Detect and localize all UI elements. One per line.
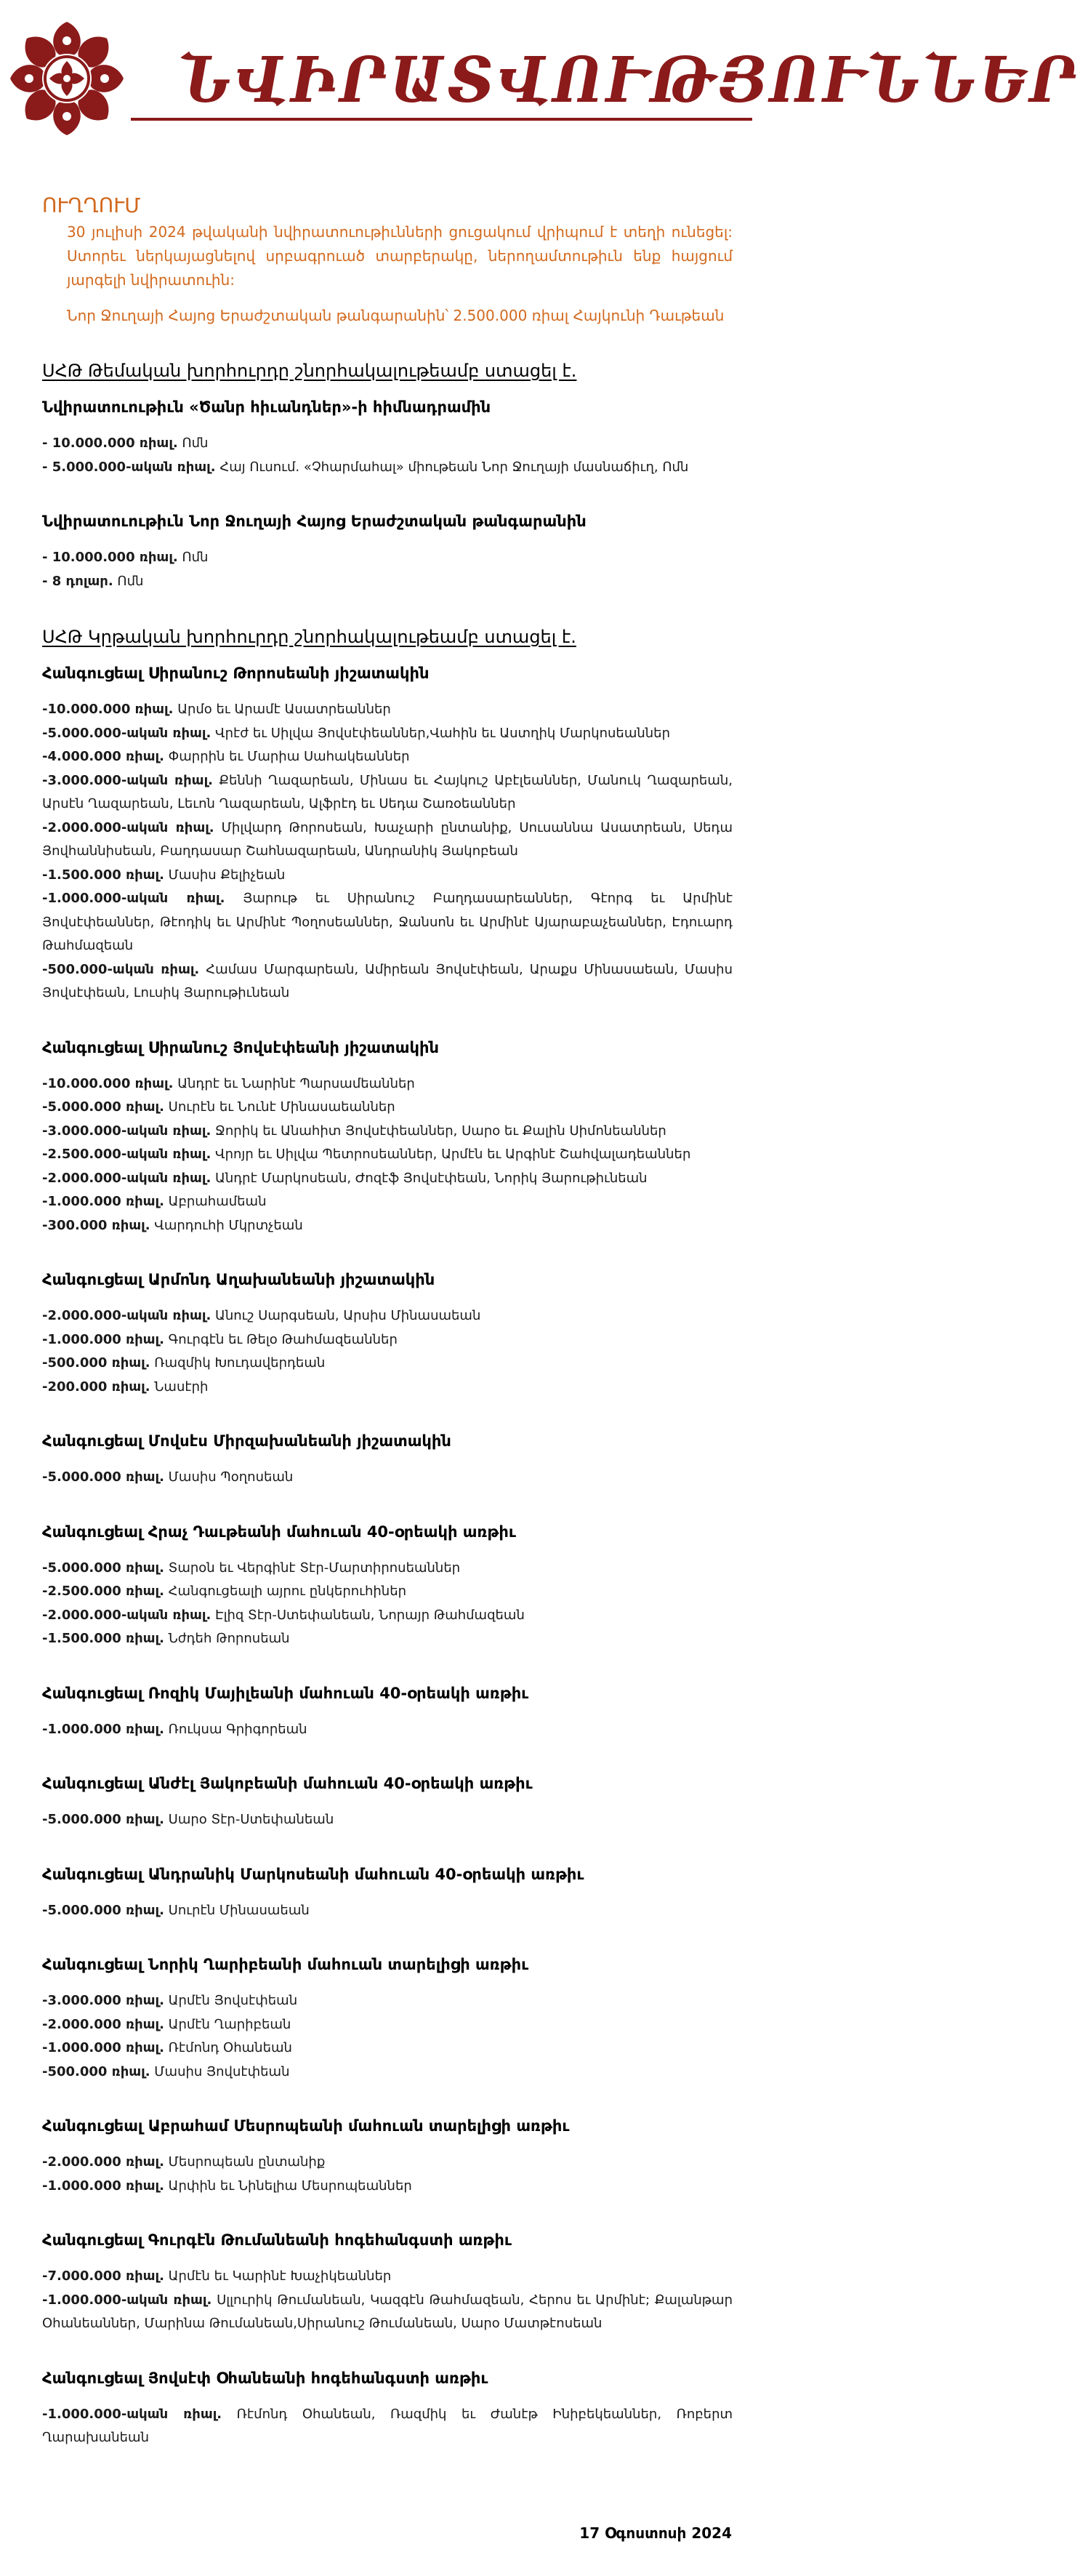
donation-amount: -2.000.000-ական ռիալ. (42, 1607, 211, 1623)
donation-amount: -2.000.000-ական ռիալ. (42, 1308, 211, 1323)
fund-block (42, 1956, 733, 2084)
donation-entry (42, 2175, 733, 2199)
correction-highlight: Նոր Ջուղայի Հայոց Երաժշտական թանգարանին՝ 2.500.000 ռիալ Հայկունի Դաւթեան (67, 307, 725, 324)
fund-block (42, 1039, 733, 1238)
donor-names: Ռուկսա Գրիգորեան (164, 1721, 307, 1737)
publication-date: 17 Օգոստոսի 2024 (579, 2524, 732, 2542)
fund-block (42, 1866, 733, 1923)
fund-title: Նվիրատուութիւն «Ծանր հիւանդներ»-ի հիմնադրամին (42, 398, 491, 416)
donation-entry (42, 432, 733, 456)
donation-entry (42, 1627, 733, 1651)
donations-content (42, 361, 733, 2484)
donation-amount: - 5.000.000-ական ռիալ. (42, 459, 216, 475)
fund-block (42, 665, 733, 1006)
donation-amount: -2.000.000 ռիալ. (42, 2154, 164, 2170)
fund-block (42, 1432, 733, 1490)
donation-amount: -7.000.000 ռիալ. (42, 2268, 164, 2284)
fund-title: Հանգուցեալ Սիրանուշ Յովսէփեանի յիշատակին (42, 1038, 439, 1056)
donor-names: Գուրգէն եւ Թելօ Թահմազեաններ (164, 1331, 398, 1347)
donation-amount: -1.000.000 ռիալ. (42, 2040, 164, 2055)
ornament-logo-icon (4, 16, 129, 141)
donor-names: Մեսրոպեան ընտանիք (164, 2154, 326, 2170)
donation-amount: -300.000 ռիալ. (42, 1217, 150, 1233)
donor-names: Սարօ Տէր-Ստեփանեան (164, 1812, 334, 1827)
fund-block (42, 1271, 733, 1399)
donation-amount: -3.000.000 ռիալ. (42, 1993, 164, 2008)
donation-entry (42, 1580, 733, 1604)
fund-title: Հանգուցեալ Աբրահամ Մեսրոպեանի մահուան տարելիցի առթիւ (42, 2117, 570, 2135)
fund-block (42, 1685, 733, 1742)
donor-names: Էլիզ Տէր-Ստեփանեան, Նորայր Թահմազեան (211, 1607, 525, 1623)
donation-amount: - 10.000.000 ռիալ. (42, 550, 178, 565)
donor-names: Քեննի Ղազարեան, Մինաս եւ Հայկուշ Աբէլեաններ, Մանուկ Ղազարեան, Արսէն Ղազարեան, Լեւոն Ղազարեան, Ալֆրէդ եւ Սեդա Շառօեաններ (42, 772, 733, 811)
donation-entry (42, 722, 733, 746)
fund-title: Հանգուցեալ Գուրգէն Թումանեանի հոգեհանգստի առթիւ (42, 2231, 512, 2249)
donation-amount: -2.000.000-ական ռիալ. (42, 819, 214, 835)
donation-amount: -1.000.000 ռիալ. (42, 1721, 164, 1737)
section-heading: ՍՀԹ Կրթական խորհուրդը շնորհակալութեամբ ստացել է. (42, 627, 576, 647)
fund-block (42, 1775, 733, 1832)
donation-entry (42, 1328, 733, 1352)
donation-amount: -1.000.000-ական ռիալ. (42, 2292, 212, 2308)
donation-amount: -5.000.000 ռիալ. (42, 1902, 164, 1918)
donation-amount: -10.000.000 ռիալ. (42, 702, 174, 717)
donation-amount: -2.000.000 ռիալ. (42, 2016, 164, 2032)
donation-entry (42, 1143, 733, 1167)
donation-entry (42, 1214, 733, 1238)
donation-entry (42, 958, 733, 1006)
donation-amount: -500.000 ռիալ. (42, 2063, 150, 2079)
donor-names: Յարութ եւ Սիրանուշ Բաղդասարեաններ, Գէորգ եւ Արմինէ Յովսէփեաններ, Թէոդիկ եւ Արմինէ Պօղոսեաններ, Ջանսոն եւ Արմինէ Այարաբաչեաններ, Էդուարդ Թահմազեան (42, 891, 733, 953)
fund-title: Հանգուցեալ Անժէլ Յակոբեանի մահուան 40-օրեակի առթիւ (42, 1775, 533, 1792)
donation-entry (42, 1899, 733, 1923)
fund-title: Հանգուցեալ Հրաչ Դաւթեանի մահուան 40-օրեակի առթիւ (42, 1522, 516, 1541)
donor-names: Ոմն (177, 550, 209, 565)
donor-names: Մասիս Յովսէփեան (150, 2063, 290, 2079)
fund-title: Հանգուցեալ Յովսէփ Օհանեանի հոգեհանգստի առթիւ (42, 2369, 488, 2387)
donation-amount: -5.000.000 ռիալ. (42, 1560, 164, 1576)
fund-title: Հանգուցեալ Ռոզիկ Մայիլեանի մահուան 40-օրեակի առթիւ (42, 1684, 529, 1702)
donation-amount: -1.000.000-ական ռիալ. (42, 2406, 222, 2422)
donation-amount: -1.500.000 ռիալ. (42, 1631, 164, 1646)
donation-amount: - 10.000.000 ռիալ. (42, 436, 178, 451)
donor-names: Արմէն Յովսէփեան (164, 1993, 298, 2008)
fund-title: Նվիրատուութիւն Նոր Ջուղայի Հայոց Երաժշտական թանգարանին (42, 513, 587, 530)
donation-entry (42, 698, 733, 722)
correction-title: ՈՒՂՂՈՒՄ (42, 193, 141, 217)
fund-block (42, 1523, 733, 1651)
donor-names: Հայ Ուսում. «Չհարմահալ» միութեան Նոր Ջուղայի մասնաճիւղ, Ոմն (215, 459, 689, 475)
donation-entry (42, 1466, 733, 1490)
donation-entry (42, 2265, 733, 2289)
donation-entry (42, 2037, 733, 2061)
donation-entry (42, 2013, 733, 2037)
donor-names: Աբրահամեան (164, 1194, 267, 1209)
fund-block (42, 2231, 733, 2336)
fund-block (42, 2117, 733, 2198)
donation-entry (42, 546, 733, 570)
donation-amount: -500.000-ական ռիալ. (42, 961, 200, 977)
fund-title: Հանգուցեալ Նորիկ Ղարիբեանի մահուան տարելիցի առթիւ (42, 1956, 529, 1973)
donor-names: Միլվարդ Թորոսեան, Խաչարի ընտանիք, Սուսաննա Ասատրեան, Սեդա Յովհաննիսեան, Բաղդասար Շահնազարեան, Անդրանիկ Յակոբեան (42, 819, 733, 859)
donation-amount: -200.000 ռիալ. (42, 1379, 150, 1395)
fund-block (42, 398, 733, 479)
donation-amount: -1.000.000 ռիալ. (42, 1331, 164, 1347)
donation-entry (42, 456, 733, 480)
donor-names: Ոմն (113, 573, 144, 589)
donation-entry (42, 2289, 733, 2336)
fund-block (42, 2370, 733, 2450)
donation-entry (42, 864, 733, 888)
fund-title: Հանգուցեալ Անդրանիկ Մարկոսեանի մահուան 40-օրեակի առթիւ (42, 1865, 584, 1883)
donation-entry (42, 1557, 733, 1581)
fund-title: Հանգուցեալ Մովսէս Միրզախանեանի յիշատակին (42, 1432, 451, 1450)
header (0, 0, 1080, 182)
donation-entry (42, 2403, 733, 2450)
donation-entry (42, 816, 733, 864)
donation-entry (42, 1989, 733, 2013)
donor-names: Մասիս Քելիչեան (164, 867, 286, 883)
donation-amount: -3.000.000-ական ռիալ. (42, 1123, 211, 1139)
donation-amount: -2.500.000 ռիալ. (42, 1584, 164, 1599)
donor-names: Ոմն (177, 436, 209, 451)
donor-names: Հանգուցեալի այրու ընկերուհիներ (164, 1584, 407, 1599)
donation-entry (42, 2151, 733, 2175)
donor-names: Ռազմիկ Խուդավերդեան (150, 1355, 326, 1371)
donation-amount: -500.000 ռիալ. (42, 1355, 150, 1371)
donation-amount: -5.000.000 ռիալ. (42, 1469, 164, 1485)
donor-names: Սուրէն եւ Նունէ Մինասաեաններ (164, 1099, 395, 1115)
donation-entry (42, 1808, 733, 1832)
donor-names: Արմէն Ղարիբեան (164, 2016, 291, 2032)
donor-names: Նասէրի (150, 1379, 209, 1395)
donation-entry (42, 1072, 733, 1096)
donation-entry (42, 1120, 733, 1144)
donor-names: Ջորիկ եւ Անահիտ Յովսէփեաններ, Սարօ եւ Քալին Սիմոնեաններ (211, 1123, 666, 1139)
donor-names: Սուրէն Մինասաեան (164, 1902, 310, 1918)
donation-entry (42, 1604, 733, 1628)
donor-names: Վրէժ եւ Սիլվա Յովսէփեաններ,Վահին եւ Աստղիկ Մարկոսեաններ (211, 725, 670, 741)
donation-entry (42, 769, 733, 816)
donation-amount: -5.000.000-ական ռիալ. (42, 725, 211, 741)
donation-amount: -2.000.000-ական ռիալ. (42, 1170, 211, 1186)
donor-names: Նժդեհ Թորոսեան (164, 1631, 290, 1646)
donation-entry (42, 1304, 733, 1328)
donor-names: Արմէն եւ Կարինէ Խաչիկեաններ (164, 2268, 392, 2284)
donor-names: Արմօ եւ Արամէ Ասատրեաններ (173, 702, 391, 717)
donation-amount: -3.000.000-ական ռիալ. (42, 772, 213, 788)
donation-amount: -10.000.000 ռիալ. (42, 1075, 174, 1091)
donor-names: Անդրէ Մարկոսեան, Ժոզէֆ Յովսէփեան, Նորիկ Յարութիւնեան (211, 1170, 648, 1186)
donation-entry (42, 570, 733, 594)
donor-names: Արփին եւ Նինելիա Մեսրոպեաններ (164, 2178, 412, 2194)
page-title: ՆՎԻՐԱՏՎՈՒԹՅՈՒՆՆԵՐ (179, 44, 1080, 117)
fund-block (42, 513, 733, 593)
donation-entry (42, 2061, 733, 2085)
donation-amount: -5.000.000 ռիալ. (42, 1099, 164, 1115)
donor-names: Համաս Մարգարեան, Ամիրեան Յովսէփեան, Արաքս Մինասաեան, Մասիս Յովսէփեան, Լուսիկ Յարութիւնեան (42, 961, 733, 1000)
donor-names: Սլլուրիկ Թումանեան, Կազգէն Թահմազեան, Հերոս եւ Արմինէ; Քալանթար Օհանեաններ, Մարինա Թումանեան,Սիրանուշ Թումանեան, Սարօ Մատթէոսեան (42, 2292, 733, 2331)
donor-names: Մասիս Պօղոսեան (164, 1469, 294, 1485)
donor-names: Վարդուհի Մկրտչեան (150, 1217, 303, 1233)
fund-title: Հանգուցեալ Արմոնդ Աղախանեանի յիշատակին (42, 1271, 435, 1288)
donation-amount: -1.000.000 ռիալ. (42, 2178, 164, 2194)
title-divider (131, 118, 752, 121)
donation-amount: -5.000.000 ռիալ. (42, 1812, 164, 1827)
donor-names: Անդրէ եւ Նարինէ Պարսամեաններ (173, 1075, 415, 1091)
donor-names: Վրոյր եւ Սիլվա Պետրոսեաններ, Արմէն եւ Արգինէ Շահվալադեաններ (211, 1147, 691, 1162)
donation-amount: -4.000.000 ռիալ. (42, 749, 164, 764)
donation-entry (42, 1167, 733, 1191)
donation-entry (42, 887, 733, 958)
donation-amount: -1.500.000 ռիալ. (42, 867, 164, 883)
correction-text: 30 յուլիսի 2024 թվականի նվիրատուութիւնների ցուցակում վրիպում է տեղի ունեցել: Ստորեւ ներկայացնելով սրբագրուած տարբերակը, ներողամտութիւն ենք հայցում յարգելի նվիրատուին: (67, 223, 733, 289)
correction-notice (42, 193, 733, 324)
donation-entry (42, 1096, 733, 1120)
donor-names: Տարօն եւ Վերգինէ Տէր-Մարտիրոսեաններ (164, 1560, 461, 1576)
donor-names: Ռէմոնդ Օհանեան, Ռազմիկ եւ Ժանէթ Ինիբեկեաններ, Ռոբերտ Ղարախանեան (42, 2406, 733, 2445)
donation-entry (42, 1352, 733, 1376)
donation-amount: -1.000.000 ռիալ. (42, 1194, 164, 1209)
donation-entry (42, 745, 733, 769)
donor-names: Անուշ Սարգսեան, Արսիս Մինասաեան (211, 1308, 481, 1323)
donation-amount: -2.500.000-ական ռիալ. (42, 1147, 211, 1162)
donation-entry (42, 1718, 733, 1742)
section-heading: ՍՀԹ Թեմական խորհուրդը շնորհակալութեամբ ստացել է. (42, 361, 577, 381)
donor-names: Փարրին եւ Մարիա Սահակեաններ (164, 749, 410, 764)
donation-entry (42, 1376, 733, 1400)
donation-entry (42, 1190, 733, 1214)
donation-amount: -1.000.000-ական ռիալ. (42, 891, 225, 906)
fund-title: Հանգուցեալ Սիրանուշ Թորոսեանի յիշատակին (42, 665, 430, 682)
donation-amount: - 8 դոլար. (42, 573, 113, 589)
donor-names: Ռէմոնդ Օհանեան (164, 2040, 292, 2055)
